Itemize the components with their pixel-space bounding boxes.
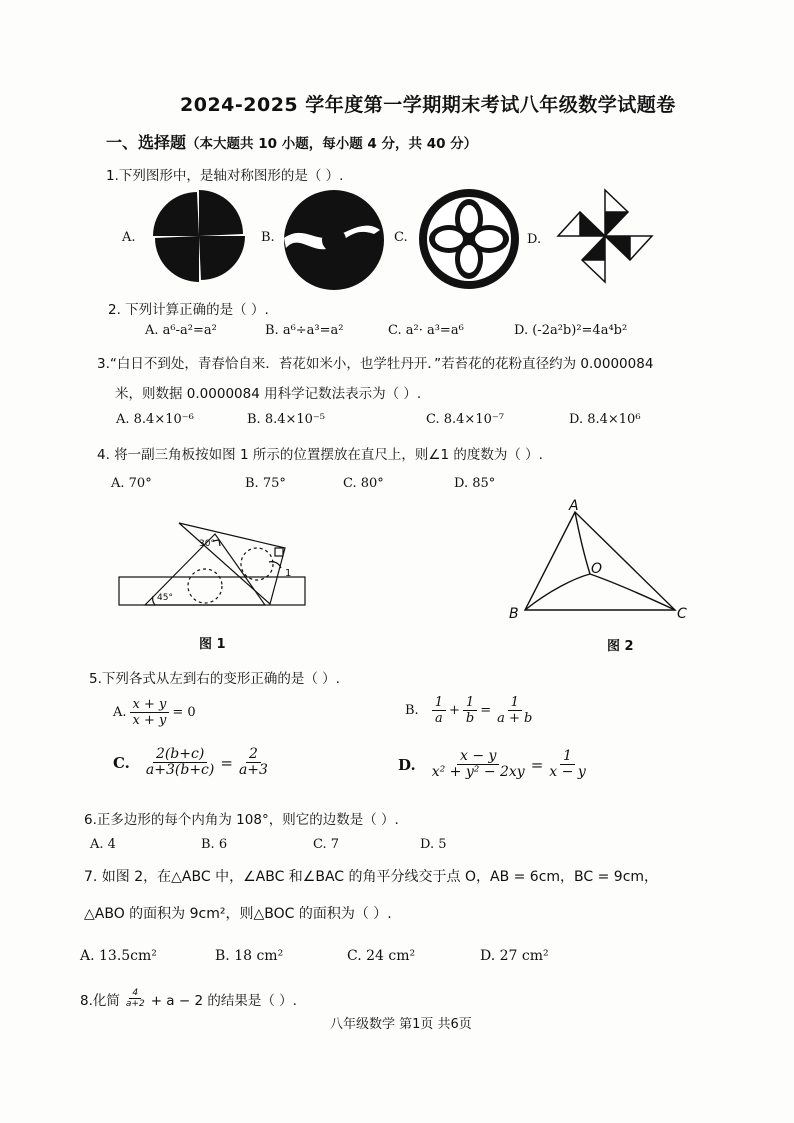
q5-option-a <box>113 697 196 728</box>
q3-option-c: C. 8.4×10⁻⁷ <box>426 412 504 427</box>
q1-label-c: C. <box>394 230 408 245</box>
q5-b-frac1-num: 1 <box>432 695 446 711</box>
q1-figure-b-wave-circle <box>280 188 388 292</box>
q1-label-d: D. <box>527 232 542 247</box>
figure-2-caption: 图 2 <box>607 639 634 654</box>
q7-line1: 7. 如图 2，在△ABC 中，∠ABC 和∠BAC 的角平分线交于点 O，AB = 6cm，BC = 9cm， <box>84 869 659 885</box>
figure-2-triangle-abc <box>505 498 695 624</box>
q6-stem: 6.正多边形的每个内角为 108°，则它的边数是（ ）. <box>84 812 399 828</box>
q5-b-frac3-num: 1 <box>508 695 522 711</box>
q5-c-rhs-num: 2 <box>246 747 261 763</box>
q7-option-d: D. 27 cm² <box>480 948 549 964</box>
q2-option-c: C. a²· a³=a⁶ <box>388 323 464 338</box>
q4-stem: 4. 将一副三角板按如图 1 所示的位置摆放在直尺上，则∠1 的度数为（ ）. <box>97 447 543 463</box>
q5-a-numerator: x + y <box>130 697 170 713</box>
q7-option-c: C. 24 cm² <box>347 948 416 964</box>
figure-2-point-c: C <box>677 606 687 622</box>
q6-option-d: D. 5 <box>420 837 447 852</box>
q8-numerator: 4 <box>129 988 141 999</box>
q8-suffix: + a − 2 的结果是（ ）. <box>150 992 297 1009</box>
figure-2-point-b: B <box>509 606 519 622</box>
q5-option-d <box>398 749 592 780</box>
q5-b-equals: = <box>480 703 492 718</box>
q6-option-b: B. 6 <box>201 837 228 852</box>
q3-line2: 米，则数据 0.0000084 用科学记数法表示为（ ）. <box>115 386 422 402</box>
figure-1-angle-45: 45° <box>157 593 173 603</box>
q3-line1: 3.“白日不到处，青春恰自来．苔花如米小，也学牡丹开．”若苔花的花粉直径约为 0.0000084 <box>97 356 654 372</box>
section-heading <box>106 130 477 153</box>
q5-c-numerator: 2(b+c) <box>153 747 207 763</box>
q5-option-c <box>113 747 274 778</box>
q4-option-c: C. 80° <box>343 476 384 491</box>
q1-label-a: A. <box>122 230 136 245</box>
q5-b-frac3-den: a + b <box>497 711 533 726</box>
page-title: 2024-2025 学年度第一学期期末考试八年级数学试题卷 <box>180 94 676 116</box>
q1-figure-d-triangle-pinwheel <box>550 186 660 288</box>
figure-1-angle-30: 30° <box>199 539 215 549</box>
q7-option-b: B. 18 cm² <box>215 948 284 964</box>
q1-stem: 1.下列图形中，是轴对称图形的是（ ）. <box>106 168 344 184</box>
q5-option-b <box>405 695 538 726</box>
q2-option-b: B. a⁶÷a³=a² <box>265 323 344 338</box>
q7-line2: △ABO 的面积为 9cm²，则△BOC 的面积为（ ）. <box>84 906 392 922</box>
q5-b-plus: + <box>448 703 460 718</box>
q8-denominator: a+2 <box>125 999 145 1009</box>
q5-c-rhs-den: a+3 <box>238 762 268 778</box>
q5-d-rhs-den: x − y <box>549 764 586 780</box>
q5-a-denominator: x + y <box>132 713 167 728</box>
q5-b-frac1-den: a <box>434 711 443 726</box>
q2-stem: 2. 下列计算正确的是（ ）. <box>108 302 269 318</box>
q5-option-a-label: A. <box>113 705 127 720</box>
q5-option-b-label: B. <box>405 703 419 718</box>
page-footer: 八年级数学 第1页 共6页 <box>330 1017 472 1032</box>
q4-option-b: B. 75° <box>245 476 286 491</box>
section-title: 一、选择题 <box>106 133 187 152</box>
q3-option-d: D. 8.4×10⁶ <box>569 412 641 427</box>
q4-option-a: A. 70° <box>111 476 152 491</box>
section-note: （本大题共 10 小题，每小题 4 分，共 40 分） <box>186 136 478 152</box>
figure-1-triangles-on-ruler <box>115 518 310 613</box>
q5-stem: 5.下列各式从左到右的变形正确的是（ ）. <box>89 671 340 687</box>
figure-1-angle-1: 1 <box>285 568 292 579</box>
q2-option-d: D. (-2a²b)²=4a⁴b² <box>514 323 628 338</box>
figure-2-point-o: O <box>591 561 603 577</box>
q1-figure-a-pinwheel <box>146 186 256 290</box>
q8-prefix: 8.化简 <box>80 992 120 1009</box>
q7-option-a: A. 13.5cm² <box>80 948 157 964</box>
q2-option-a: A. a⁶-a²=a² <box>145 323 217 338</box>
q5-d-numerator: x − y <box>457 749 499 765</box>
q5-b-frac2-den: b <box>465 711 475 726</box>
figure-1-caption: 图 1 <box>199 637 226 652</box>
q5-a-rhs: = 0 <box>172 705 196 720</box>
q5-option-d-label: D. <box>398 755 416 774</box>
q5-c-denominator: a+3(b+c) <box>145 762 215 778</box>
q1-label-b: B. <box>261 230 275 245</box>
q5-d-rhs-num: 1 <box>560 749 575 765</box>
q5-option-c-label: C. <box>113 753 130 772</box>
q5-c-equals: = <box>220 753 233 772</box>
q6-option-c: C. 7 <box>313 837 340 852</box>
q1-figure-c-petal-circle <box>415 186 523 292</box>
q3-option-a: A. 8.4×10⁻⁶ <box>116 412 194 427</box>
q5-b-frac2-num: 1 <box>463 695 477 711</box>
q5-d-denominator: x² + y² − 2xy <box>431 764 525 780</box>
figure-2-point-a: A <box>569 498 579 514</box>
q3-option-b: B. 8.4×10⁻⁵ <box>247 412 325 427</box>
q5-d-equals: = <box>530 755 544 774</box>
q8-stem <box>80 988 297 1009</box>
q4-option-d: D. 85° <box>454 476 496 491</box>
q6-option-a: A. 4 <box>90 837 116 852</box>
